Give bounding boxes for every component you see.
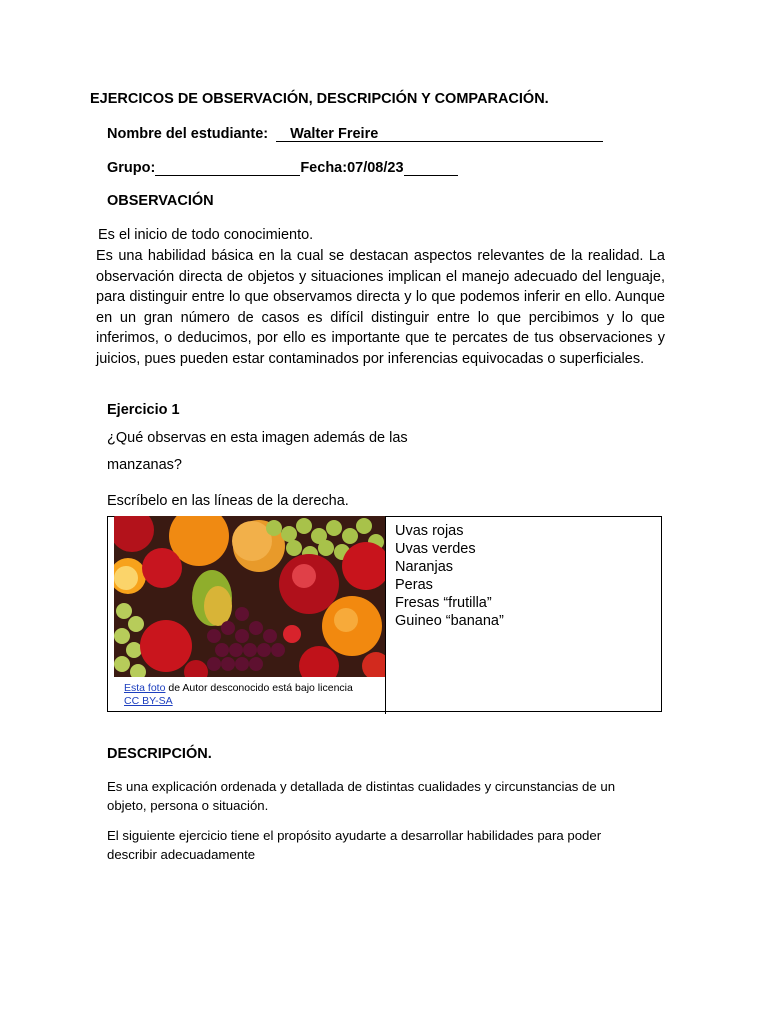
answer-item: Guineo “banana”: [395, 613, 504, 629]
answer-item: Uvas rojas: [395, 523, 464, 539]
descripcion-heading: DESCRIPCIÓN.: [107, 746, 212, 762]
student-name-field: Walter Freire: [276, 126, 603, 142]
observacion-intro: Es el inicio de todo conocimiento.: [98, 227, 314, 243]
document-title: EJERCICOS DE OBSERVACIÓN, DESCRIPCIÓN Y COMPARACIÓN.: [90, 91, 549, 107]
date-label: Fecha:: [300, 160, 348, 176]
student-row: [107, 126, 603, 142]
answer-item: Fresas “frutilla”: [395, 595, 492, 611]
license-link[interactable]: CC BY-SA: [124, 695, 173, 707]
date-value: 07/08/23: [347, 160, 404, 176]
descripcion-paragraph1: Es una explicación ordenada y detallada de distintas cualidades y circunstancias de un objeto, persona o situación.: [107, 779, 616, 813]
descripcion-paragraph2: El siguiente ejercicio tiene el propósito ayudarte a desarrollar habilidades para poder describir adecuadamente: [107, 828, 602, 862]
table-divider: [385, 516, 386, 714]
photo-credit: [124, 682, 353, 708]
answer-item: Naranjas: [395, 559, 454, 575]
answer-item: Uvas verdes: [395, 541, 476, 557]
observacion-paragraph: Es una habilidad básica en la cual se destacan aspectos relevantes de la realidad. La observación directa de objetos y situaciones implican el manejo adecuado del lenguaje, para distinguir entre lo que observamos directa y lo que podemos inferir en ello. Aunque en un gran número de casos es difícil distinguir entre lo que percibimos y lo que inferimos, o deducimos, por ello es importante que te percates de tus observaciones y juicios, pues pueden estar contaminados por inferencias equivocadas o superficiales.: [96, 248, 665, 367]
answer-item: Peras: [395, 577, 433, 593]
answers-list: [395, 522, 504, 630]
photo-credit-link[interactable]: Esta foto: [124, 682, 166, 694]
group-field: [155, 159, 300, 176]
ejercicio-question-line1: ¿Qué observas en esta imagen además de las: [107, 430, 408, 446]
ejercicio-heading: Ejercicio 1: [107, 402, 180, 418]
ejercicio-question-line2: manzanas?: [107, 457, 182, 473]
date-underline: [404, 159, 458, 176]
group-date-row: [107, 159, 458, 176]
observacion-heading: OBSERVACIÓN: [107, 193, 214, 209]
group-label: Grupo:: [107, 160, 156, 176]
fruit-photo: [114, 516, 385, 677]
student-label: Nombre del estudiante:: [107, 126, 269, 142]
photo-credit-text: de Autor desconocido está bajo licencia: [165, 682, 353, 694]
ejercicio-instruction: Escríbelo en las líneas de la derecha.: [107, 493, 349, 509]
